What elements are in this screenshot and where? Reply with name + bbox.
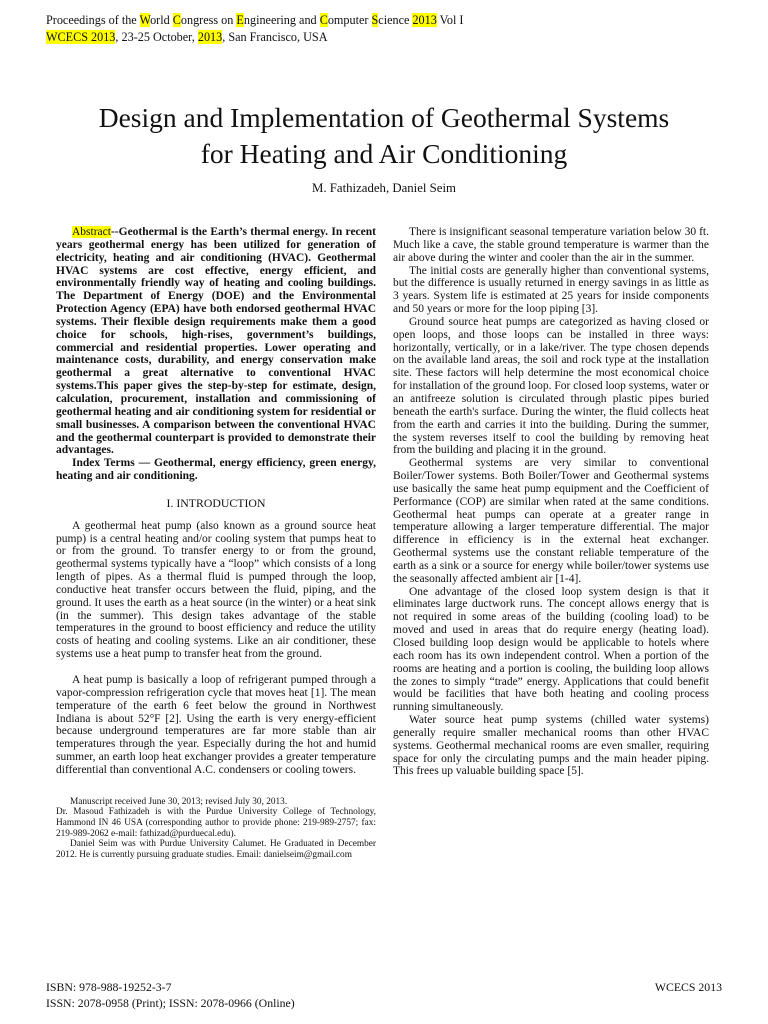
right-paragraph-4: Geothermal systems are very similar to conventional Boiler/Tower systems. Both Boiler/Tower and Geothermal systems use basically the same heat pump equipment and the Coefficient of Performance (COP) are similar when rated at the same conditions. Geothermal heat pumps can operate at a greater range in temperature allowing a larger temperature differential. The major difference in efficiency is in the external heat exchanger. Geothermal systems use the constant reliable temperature of the earth as a sink or a source for energy while boiler/tower systems use the seasonally affected ambient air [1-4]. [393, 457, 709, 585]
footnote-manuscript: Manuscript received June 30, 2013; revised July 30, 2013. [70, 796, 288, 807]
paper-title: Design and Implementation of Geothermal Systems for Heating and Air Conditioning [98, 102, 670, 169]
footnotes [56, 797, 376, 861]
right-column [393, 226, 709, 778]
header-line-1: Proceedings of the World Congress on Engineering and Computer Science 2013 Vol I [46, 13, 464, 27]
section-heading-introduction: I. INTRODUCTION [166, 495, 266, 510]
index-terms: Index Terms — Geothermal, energy efficiency, green energy, heating and air conditioning. [56, 457, 376, 483]
left-column [56, 226, 376, 860]
header-line-2: WCECS 2013, 23-25 October, 2013, San Francisco, USA [46, 29, 328, 44]
intro-paragraph-1: A geothermal heat pump (also known as a ground source heat pump) is a central heating and/or cooling system that pumps heat to or from the ground. To transfer energy to or from the ground, geothermal systems typically have a “loop” which consists of a long length of pipes. As a thermal fluid is pumped through the loop, conductive heat transfer occurs between the fluid, piping, and the ground. It uses the earth as a heat source (in the winter) or a heat sink (in the summer). This design takes advantage of the stable temperatures in the ground to boost efficiency and reduce the utility costs of heating and cooling systems. Like an air conditioner, these systems use a heat pump to transfer heat from the ground. [56, 519, 376, 661]
intro-paragraph-2: A heat pump is basically a loop of refrigerant pumped through a vapor-compression refrigeration cycle that moves heat [1]. The mean temperature of the earth 6 feet below the ground in Northwest Indiana is about 52°F [2]. Using the earth is very energy-efficient because underground temperatures are far more stable than air temperatures through the year. Especially during the hot and humid summer, an earth loop heat exchanger provides a greater temperature differential than conventional A.C. condensers or cooling towers. [56, 674, 376, 776]
abstract-text: --Geothermal is the Earth’s thermal energy. In recent years geothermal energy has been utilized for generation of electricity, heating and air conditioning (HVAC). Geothermal HVAC systems are cost effective, energy efficient, and environmentally friendly way of heating and cooling buildings. The Department of Energy (DOE) and the Environmental Protection Agency (EPA) have both endorsed geothermal HVAC systems. Their flexible design requirements make them a good choice for schools, high-rises, government’s buildings, commercial and residential properties. Lower operating and maintenance costs, durability, and energy conservation make geothermal a great alternative to conventional HVAC systems.This paper gives the step-by-step for estimate, design, calculation, procurement, installation and commissioning of geothermal heating and air conditioning system for residential or small businesses. A comparison between the conventional HVAC and the geothermal counterpart is provided to demonstrate their advantages. [56, 226, 376, 457]
footnote-author-2: Daniel Seim was with Purdue University Calumet. He Graduated in December 2012. He is currently pursuing graduate studies. Email: danielseim@gmail.com [56, 839, 376, 860]
right-paragraph-6: Water source heat pump systems (chilled water systems) generally require smaller mechanical rooms than other HVAC systems. Geothermal mechanical rooms are even smaller, requiring space for only the circulating pumps and the main header piping. This frees up valuable building space [5]. [393, 714, 709, 778]
right-paragraph-1: There is insignificant seasonal temperature variation below 30 ft. Much like a cave, the stable ground temperature is warmer than the air above during the winter and cooler than the air in the summer. [393, 226, 709, 264]
authors: M. Fathizadeh, Daniel Seim [312, 181, 456, 195]
proceedings-header [46, 12, 463, 45]
footer-isbn: ISBN: 978-988-19252-3-7 [46, 980, 172, 994]
footnote-author-1: Dr. Masoud Fathizadeh is with the Purdue University College of Technology, Hammond IN 46 USA (corresponding author to provide phone: 219-989-2757; fax: 219-989-2062 e-mail: fathizad@purduecal.edu). [56, 807, 376, 839]
footer-identifiers [46, 980, 295, 1011]
abstract-label: Abstract [72, 226, 111, 238]
abstract [56, 226, 376, 457]
right-paragraph-2: The initial costs are generally higher than conventional systems, but the difference is usually returned in energy savings in as little as 3 years. System life is estimated at 25 years for inside components and 50 years or more for the loop piping [3]. [393, 264, 709, 316]
footer-issn: ISSN: 2078-0958 (Print); ISSN: 2078-0966 (Online) [46, 995, 295, 1010]
right-paragraph-3: Ground source heat pumps are categorized as having closed or open loops, and those loops can be installed in three ways: horizontally, vertically, or in a lake/river. The type chosen depends on the available land areas, the soil and rock type at the installation site. These factors will help determine the most economical choice for installation of the ground loop. For closed loop systems, water or an antifreeze solution is circulated through plastic pipes buried beneath the earth's surface. During the winter, the fluid collects heat from the earth and carries it into the building. During the summer, the system reverses itself to cool the building by removing heat from the building and placing it in the ground. [393, 315, 709, 457]
right-paragraph-5: One advantage of the closed loop system design is that it eliminates large ductwork runs. The concept allows energy that is not required in some areas of the building (cooling load) to be moved and used in areas that do require energy (heating load). Closed building loop design would be applicable to hotels where each room has its own independent control. When a portion of the rooms are heating and a portion is cooling, the building loop allows the zones to simply “trade” energy. Applications that could benefit would be facilities that have both heating and cooling process running simultaneously. [393, 585, 709, 714]
footer-conference: WCECS 2013 [654, 980, 722, 994]
